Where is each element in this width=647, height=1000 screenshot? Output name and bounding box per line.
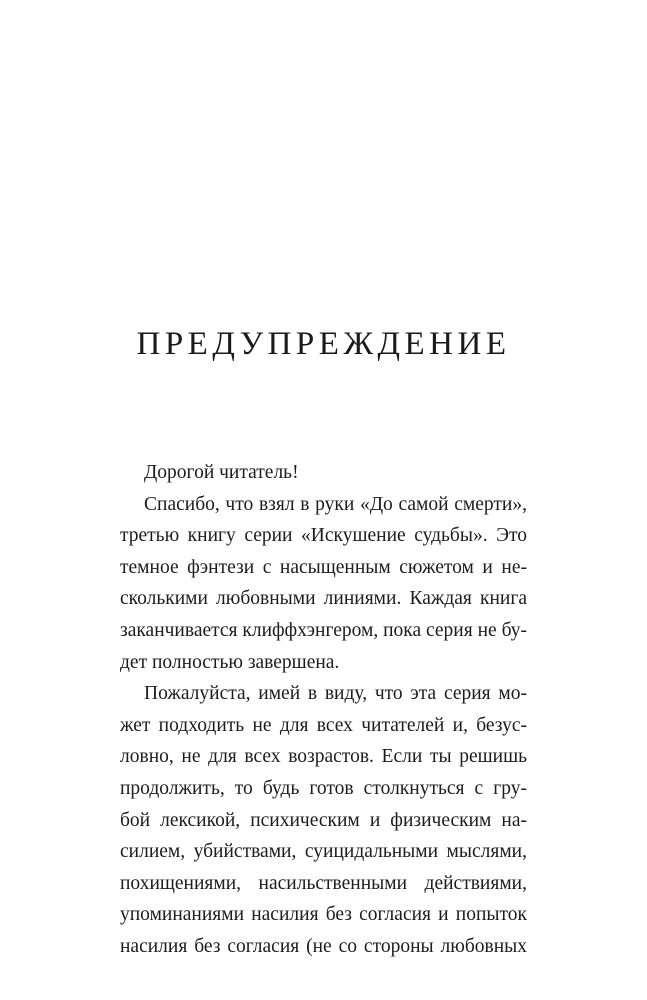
text-line: бой лексикой, психическим и физическим на- — [120, 809, 527, 831]
text-line: силием, убийствами, суицидальными мыслями, — [120, 841, 527, 863]
text-line: насилия без согласия (не со стороны любовных — [120, 935, 527, 957]
text-line: похищениями, насильственными действиями, — [120, 872, 527, 894]
text-line: темное фэнтези с насыщенным сюжетом и не- — [120, 556, 527, 578]
paragraph-greeting — [96, 457, 527, 489]
text-line: заканчивается клиффхэнгером, пока серия не бу- — [120, 619, 527, 641]
text-line: третью книгу серии «Искушение судьбы». Это — [120, 525, 527, 547]
text-line: жет подходить не для всех читателей и, безус- — [120, 714, 527, 736]
page-heading: ПРЕДУПРЕЖДЕНИЕ — [136, 326, 511, 362]
text-line: Спасибо, что взял в руки «До самой смерти», — [144, 493, 527, 515]
text-line: дет полностью завершена. — [120, 651, 340, 673]
text-line: Дорогой читатель! — [144, 462, 299, 483]
text-line: упоминаниями насилия без согласия и попыток — [120, 904, 527, 926]
text-line: ловно, не для всех возрастов. Если ты решишь — [120, 746, 527, 768]
text-line: продолжить, то будь готов столкнуться с гру- — [120, 777, 527, 799]
body-text — [96, 457, 527, 963]
text-line: сколькими любовными линиями. Каждая книга — [120, 588, 527, 610]
paragraph-intro — [96, 489, 527, 679]
text-line: Пожалуйста, имей в виду, что эта серия мо- — [144, 683, 527, 705]
paragraph-warning — [96, 678, 527, 962]
